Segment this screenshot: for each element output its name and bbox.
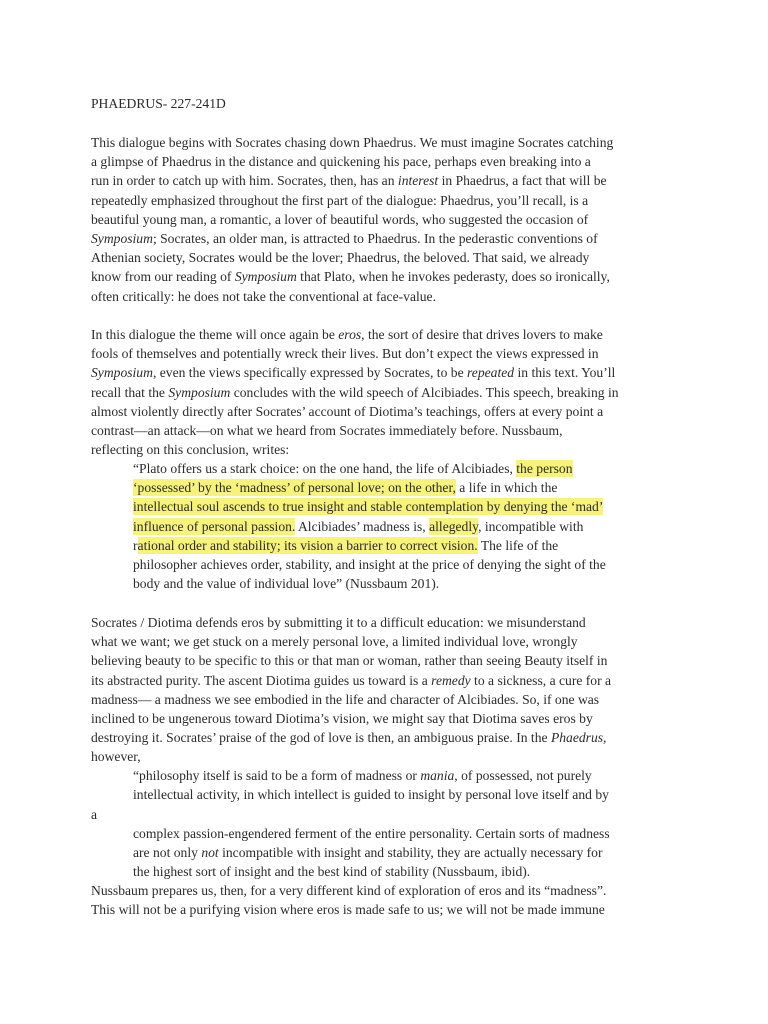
text-run: Athenian society, Socrates would be the lover; Phaedrus, the beloved. That said, we already bbox=[91, 250, 590, 266]
highlighted-text: ‘possessed’ by the ‘madness’ of personal love; on the other, bbox=[133, 480, 456, 496]
text-line bbox=[91, 363, 615, 382]
italic-text: eros, bbox=[338, 327, 365, 342]
text-line bbox=[133, 555, 606, 574]
text-run: in Phaedrus, a fact that will be bbox=[438, 173, 607, 189]
text-run: “philosophy itself is said to be a form of madness or bbox=[133, 768, 421, 783]
text-line bbox=[91, 632, 578, 651]
text-run: , of possessed, not purely bbox=[454, 768, 592, 783]
text-run: r bbox=[133, 537, 138, 553]
text-line bbox=[91, 152, 591, 171]
text-line bbox=[133, 478, 557, 497]
text-run: almost violently directly after Socrates’ account of Diotima’s teachings, offers at every point a bbox=[91, 403, 604, 419]
highlighted-text: intellectual soul ascends to true insight and stable contemplation by denying the ‘mad’ bbox=[133, 499, 604, 515]
italic-text: interest bbox=[397, 173, 439, 189]
text-line bbox=[91, 728, 606, 747]
text-run: the sort of desire that drives lovers to make bbox=[364, 327, 603, 342]
italic-text: repeated bbox=[467, 365, 515, 381]
text-line bbox=[91, 671, 611, 690]
text-run: know from our reading of bbox=[91, 269, 235, 285]
text-run: madness— a madness we see embodied in the life and character of Alcibiades. So, if one was bbox=[91, 691, 600, 707]
text-run: This dialogue begins with Socrates chasing down Phaedrus. We must imagine Socrates catching bbox=[91, 135, 614, 150]
text-run: a glimpse of Phaedrus in the distance and quickening his pace, perhaps even breaking into a bbox=[91, 154, 591, 170]
text-line bbox=[91, 171, 607, 190]
text-run: intellectual activity, in which intellect is guided to insight by personal love itself and by bbox=[133, 787, 609, 803]
text-run: what we want; we get stuck on a merely personal love, a limited individual love, wrongly bbox=[91, 634, 578, 650]
text-run: In this dialogue the theme will once again be bbox=[91, 327, 339, 342]
text-run: repeatedly emphasized throughout the first part of the dialogue: Phaedrus, you’ll recall, is a bbox=[91, 192, 589, 208]
text-run: philosopher achieves order, stability, and insight at the price of denying the sight of the bbox=[133, 557, 606, 572]
highlighted-text: allegedly bbox=[429, 518, 479, 534]
quote-orphan-word: a bbox=[91, 807, 98, 822]
highlighted-text: influence of personal passion. bbox=[133, 518, 296, 534]
text-line bbox=[133, 824, 610, 843]
text-line bbox=[91, 229, 598, 248]
text-line bbox=[91, 344, 599, 363]
text-line bbox=[133, 862, 530, 881]
text-line bbox=[91, 248, 589, 267]
text-line bbox=[91, 440, 289, 459]
text-run: The life of the bbox=[477, 537, 559, 553]
text-line bbox=[133, 785, 609, 804]
text-run: run in order to catch up with him. Socrates, then, has an bbox=[91, 173, 398, 189]
text-run: “Plato offers us a stark choice: on the one hand, the life of Alcibiades, bbox=[133, 461, 517, 476]
text-run: , incompatible with bbox=[478, 518, 584, 534]
text-run: its abstracted purity. The ascent Diotima guides us toward is a bbox=[91, 672, 432, 688]
text-line bbox=[133, 536, 558, 555]
text-run: a life in which the bbox=[455, 480, 558, 496]
italic-text: not bbox=[201, 845, 219, 861]
text-run: are not only bbox=[133, 845, 202, 861]
text-line bbox=[91, 383, 619, 402]
text-run: , even the views specifically expressed by Socrates, to be bbox=[152, 365, 468, 381]
text-line bbox=[91, 287, 436, 306]
highlighted-text: the person bbox=[516, 461, 573, 476]
text-line bbox=[133, 497, 603, 516]
text-run: Nussbaum prepares us, then, for a very different kind of exploration of eros and its “madness”. bbox=[91, 883, 607, 898]
text-line bbox=[133, 766, 592, 785]
text-line bbox=[91, 402, 603, 421]
italic-text: remedy bbox=[431, 672, 471, 688]
text-run: This will not be a purifying vision where eros is made safe to us; we will not be made immune bbox=[91, 902, 605, 918]
text-line bbox=[91, 421, 562, 440]
text-line bbox=[91, 881, 606, 900]
text-line bbox=[91, 709, 593, 728]
text-line bbox=[91, 747, 141, 766]
text-run: believing beauty to be specific to this or that man or woman, rather than seeing Beauty itself in bbox=[91, 653, 608, 669]
text-run: in this text. You’ll bbox=[514, 365, 616, 381]
text-run: ; Socrates, an older man, is attracted to Phaedrus. In the pederastic conventions of bbox=[152, 231, 598, 246]
text-run: destroying it. Socrates’ praise of the god of love is then, an ambiguous praise. In the bbox=[91, 730, 551, 746]
italic-text: mania bbox=[420, 768, 455, 783]
text-line bbox=[133, 574, 439, 593]
text-line bbox=[91, 191, 588, 210]
text-run: Socrates / Diotima defends eros by submitting it to a difficult education: we misunderstand bbox=[91, 615, 586, 630]
text-run: complex passion-engendered ferment of the entire personality. Certain sorts of madness bbox=[133, 826, 610, 841]
text-run: however, bbox=[91, 749, 141, 765]
text-run: to a sickness, a cure for a bbox=[470, 672, 612, 688]
italic-text: Symposium bbox=[91, 231, 153, 246]
text-line bbox=[91, 900, 605, 919]
text-line bbox=[91, 325, 603, 344]
text-run: inclined to be ungenerous toward Diotima’s vision, we might say that Diotima saves eros by bbox=[91, 711, 593, 726]
text-run: often critically: he does not take the conventional at face-value. bbox=[91, 288, 436, 304]
text-line bbox=[91, 651, 607, 670]
text-run: beautiful young man, a romantic, a lover of beautiful words, who suggested the occasion of bbox=[91, 211, 589, 227]
text-line bbox=[133, 843, 603, 862]
text-run: body and the value of individual love” (Nussbaum 201). bbox=[133, 576, 440, 592]
text-line bbox=[133, 517, 583, 536]
text-run: fools of themselves and potentially wreck their lives. But don’t expect the views expressed in bbox=[91, 346, 599, 362]
text-run: incompatible with insight and stability, they are actually necessary for bbox=[218, 845, 603, 861]
text-line bbox=[91, 690, 599, 709]
text-line bbox=[133, 459, 573, 478]
text-line bbox=[91, 267, 610, 286]
italic-text: Phaedrus, bbox=[550, 730, 607, 746]
text-run: that Plato, when he invokes pederasty, does so ironically, bbox=[296, 269, 610, 285]
text-line bbox=[91, 133, 613, 152]
document-title: PHAEDRUS- 227-241D bbox=[91, 96, 226, 111]
text-run: recall that the bbox=[91, 384, 169, 400]
text-line bbox=[91, 210, 588, 229]
highlighted-text: ational order and stability; its vision a barrier to correct vision. bbox=[137, 537, 478, 553]
italic-text: Symposium bbox=[234, 269, 297, 285]
italic-text: Symposium bbox=[91, 365, 153, 381]
text-line bbox=[91, 613, 586, 632]
italic-text: Symposium bbox=[168, 384, 231, 400]
text-run: contrast—an attack—on what we heard from Socrates immediately before. Nussbaum, bbox=[91, 423, 563, 438]
text-run: reflecting on this conclusion, writes: bbox=[91, 442, 290, 458]
text-run: concludes with the wild speech of Alcibiades. This speech, breaking in bbox=[230, 384, 619, 400]
text-run: the highest sort of insight and the best kind of stability (Nussbaum, ibid). bbox=[133, 864, 531, 880]
text-run: Alcibiades’ madness is, bbox=[295, 518, 430, 534]
